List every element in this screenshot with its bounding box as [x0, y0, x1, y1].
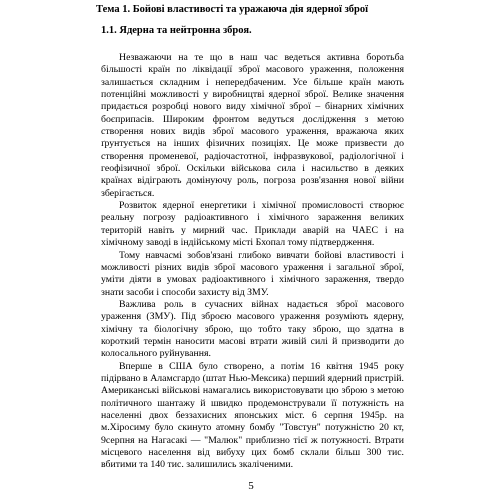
page-number: 5 [248, 480, 254, 492]
paragraph-energy-threat: Розвиток ядерної енергетики і хімічної промисловості створює реальну погрозу радіоактивного і хімічного зараження великих територій навіть у мирний час. Приклади аварій на ЧАЕС і на хімічному заводі в індійському місті Бхопал тому підтвердження. [101, 200, 404, 249]
paragraph-wmd-definition: Важлива роль в сучасних війнах надається зброї масового ураження (ЗМУ). Під зброєю масового ураження розуміють ядерну, хімічну та біологічну зброю, що тобто таку зброю, що здатна в короткий термін наносити масові втрати живій силі й призводити до колосального руйнування. [101, 298, 404, 360]
paragraph-intro: Незважаючи на те що в наш час ведеться активна боротьба більшості країн по ліквідації зброї масового ураження, положення залишається складним і непередбаченим. Усе більше країн мають потенційні можливості у виробництві ядерної зброї. Велике значення придається розробці нового виду хімічної зброї – бінарних хімічних боєприпасів. Широким фронтом ведуться дослідження з метою створення нових видів зброї масового ураження, вражаюча яких ґрунтується на інших фізичних позиціях. Це може призвести до створення променевої, радіочастотної, інфразвукової, радіологічної і геофізичної зброї. Оскільки військова сила і насильство в деяких країнах відіграють домінуючу роль, погроза розв'язання нової війни зберігається. [101, 52, 404, 199]
section-heading: 1.1. Ядерна та нейтронна зброя. [101, 25, 252, 36]
topic-heading: Тема 1. Бойові властивості та уражаюча дія ядерної зброї [96, 4, 369, 15]
paragraph-study-duty: Тому навчасмі зобов'язані глибоко вивчати бойові властивості і можливості різних видів зброї масового ураження і загальної зброї, уміти діяти в умовах радіоактивного і хімічного зараження, твердо знати засоби і способи захисту від ЗМУ. [101, 249, 404, 298]
paragraph-history: Вперше в США було створено, а потім 16 квітня 1945 року підірвано в Аламсгардо (штат Нью-Мексика) перший ядерний пристрій. Американські військові намагались використовувати цю зброю з метою політичного шантажу й швидко продемонстрували її потужність на населенні двох беззахисних японських міст. 6 серпня 1945р. на м.Хіросиму було скинуто атомну бомбу "Товстун" потужністю 20 кт, 9серпня на Нагасакі — "Малюк" приблизно тієї ж потужності. Втрати місцевого населення від вибуху цих бомб склали більш 300 тис. вбитими та 140 тис. залишились зкаліченими. [101, 360, 404, 471]
body-text [101, 52, 404, 472]
